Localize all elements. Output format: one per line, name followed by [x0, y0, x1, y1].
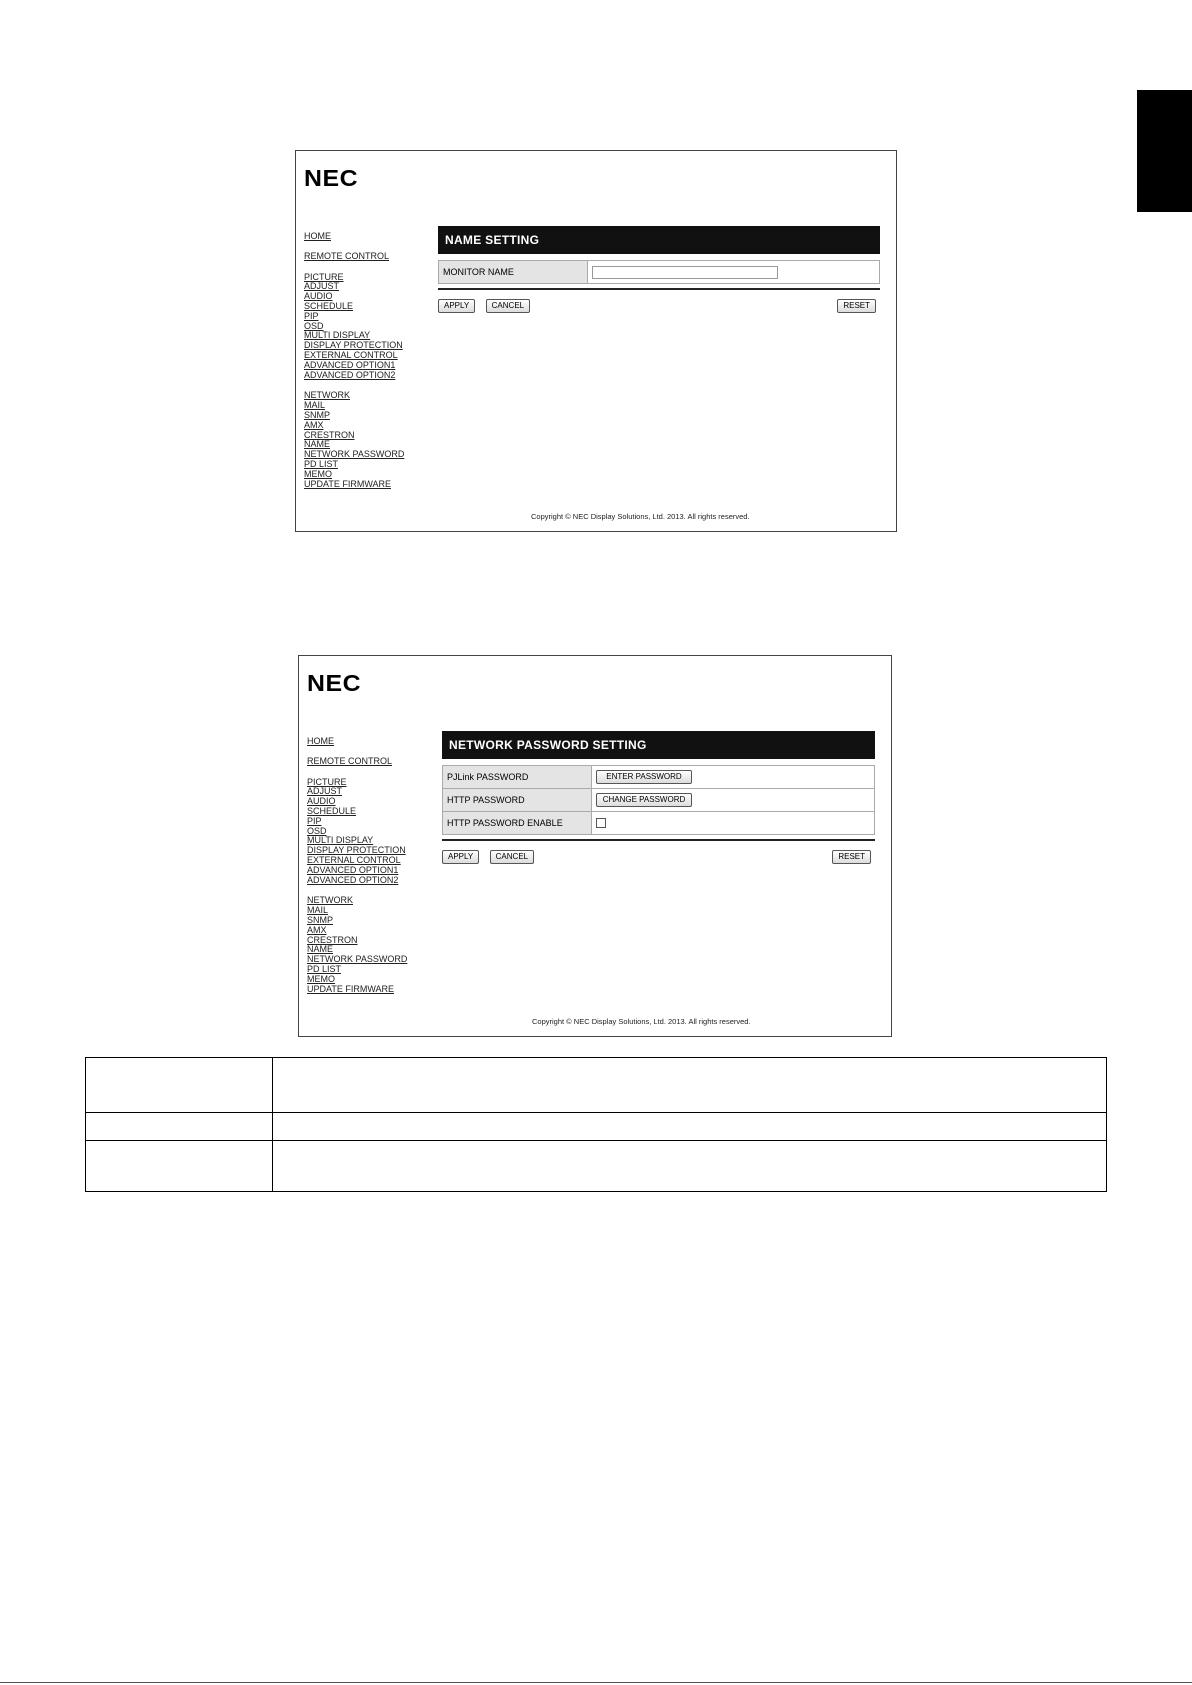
- nav-multi-display[interactable]: MULTI DISPLAY: [307, 835, 374, 846]
- nav-advanced-option1[interactable]: ADVANCED OPTION1: [304, 359, 396, 370]
- cancel-button[interactable]: CANCEL: [486, 299, 530, 313]
- divider: [442, 839, 875, 841]
- nav-osd[interactable]: OSD: [307, 825, 327, 836]
- name-setting-screenshot: [295, 150, 897, 532]
- nav-pip[interactable]: PIP: [304, 310, 319, 321]
- table-cell: [273, 1113, 1107, 1141]
- nav-crestron[interactable]: CRESTRON: [307, 934, 358, 945]
- footer-rule: [0, 1682, 1192, 1683]
- settings-table: [438, 260, 880, 284]
- nav-audio[interactable]: AUDIO: [304, 291, 333, 302]
- nav-name[interactable]: NAME: [304, 439, 331, 450]
- nav-adjust[interactable]: ADJUST: [304, 281, 340, 292]
- nav-schedule[interactable]: SCHEDULE: [304, 300, 354, 311]
- nec-logo: NEC: [307, 670, 362, 696]
- reset-button[interactable]: RESET: [837, 299, 876, 313]
- nav-mail[interactable]: MAIL: [307, 905, 329, 916]
- nav-display-protection[interactable]: DISPLAY PROTECTION: [304, 340, 403, 351]
- sidebar-nav: [307, 737, 427, 994]
- page-edge-tab: [1137, 90, 1192, 212]
- action-buttons: [442, 850, 875, 866]
- nav-name[interactable]: NAME: [307, 944, 334, 955]
- http-password-enable-cell: [592, 812, 875, 835]
- nav-network[interactable]: NETWORK: [304, 390, 350, 401]
- nav-picture[interactable]: PICTURE: [304, 271, 344, 282]
- nav-home[interactable]: HOME: [307, 736, 334, 746]
- http-password-cell: [592, 789, 875, 812]
- nav-snmp[interactable]: SNMP: [304, 409, 331, 420]
- nav-memo[interactable]: MEMO: [304, 468, 332, 479]
- table-cell: [86, 1113, 273, 1141]
- table-row: [86, 1113, 1107, 1141]
- nav-display-protection[interactable]: DISPLAY PROTECTION: [307, 845, 406, 856]
- nav-external-control[interactable]: EXTERNAL CONTROL: [304, 349, 398, 360]
- pjlink-password-cell: [592, 766, 875, 789]
- network-password-screenshot: [298, 655, 892, 1037]
- monitor-name-input[interactable]: [592, 266, 778, 279]
- action-buttons: [438, 299, 880, 315]
- nav-audio[interactable]: AUDIO: [307, 796, 336, 807]
- http-password-enable-checkbox[interactable]: [596, 818, 606, 828]
- description-table: [85, 1057, 1107, 1192]
- nav-remote-control[interactable]: REMOTE CONTROL: [304, 250, 390, 261]
- divider: [438, 288, 880, 290]
- apply-button[interactable]: APPLY: [438, 299, 475, 313]
- table-row: [439, 261, 880, 284]
- monitor-name-label: MONITOR NAME: [439, 261, 588, 284]
- nav-multi-display[interactable]: MULTI DISPLAY: [304, 330, 371, 341]
- page-title: NETWORK PASSWORD SETTING: [442, 731, 875, 759]
- monitor-name-cell: [588, 261, 880, 284]
- nav-update-firmware[interactable]: UPDATE FIRMWARE: [304, 478, 391, 489]
- copyright-text: Copyright © NEC Display Solutions, Ltd. 2013. All rights reserved.: [532, 1017, 751, 1026]
- main-panel: [438, 226, 880, 315]
- table-cell: [86, 1058, 273, 1113]
- enter-password-button[interactable]: ENTER PASSWORD: [596, 770, 692, 784]
- nav-external-control[interactable]: EXTERNAL CONTROL: [307, 854, 401, 865]
- nav-schedule[interactable]: SCHEDULE: [307, 805, 357, 816]
- main-panel: [442, 731, 875, 866]
- nav-home[interactable]: HOME: [304, 231, 331, 241]
- nav-crestron[interactable]: CRESTRON: [304, 429, 355, 440]
- nav-pip[interactable]: PIP: [307, 815, 322, 826]
- table-row: [86, 1058, 1107, 1113]
- nav-network[interactable]: NETWORK: [307, 895, 353, 906]
- table-cell: [86, 1141, 273, 1192]
- table-row: [443, 789, 875, 812]
- cancel-button[interactable]: CANCEL: [490, 850, 534, 864]
- nav-snmp[interactable]: SNMP: [307, 914, 334, 925]
- settings-table: [442, 765, 875, 835]
- sidebar-nav: [304, 232, 424, 489]
- table-cell: [273, 1141, 1107, 1192]
- http-password-label: HTTP PASSWORD: [443, 789, 592, 812]
- nav-advanced-option1[interactable]: ADVANCED OPTION1: [307, 864, 399, 875]
- change-password-button[interactable]: CHANGE PASSWORD: [596, 793, 692, 807]
- table-cell: [273, 1058, 1107, 1113]
- nav-picture[interactable]: PICTURE: [307, 776, 347, 787]
- nav-advanced-option2[interactable]: ADVANCED OPTION2: [307, 874, 399, 885]
- nav-memo[interactable]: MEMO: [307, 973, 335, 984]
- nav-adjust[interactable]: ADJUST: [307, 786, 343, 797]
- apply-button[interactable]: APPLY: [442, 850, 479, 864]
- table-row: [86, 1141, 1107, 1192]
- nav-amx[interactable]: AMX: [304, 419, 324, 430]
- http-password-enable-label: HTTP PASSWORD ENABLE: [443, 812, 592, 835]
- nav-osd[interactable]: OSD: [304, 320, 324, 331]
- nav-network-password[interactable]: NETWORK PASSWORD: [307, 954, 408, 965]
- nav-advanced-option2[interactable]: ADVANCED OPTION2: [304, 369, 396, 380]
- nav-pd-list[interactable]: PD LIST: [307, 963, 342, 974]
- reset-button[interactable]: RESET: [832, 850, 871, 864]
- nec-logo: NEC: [304, 165, 359, 191]
- nav-pd-list[interactable]: PD LIST: [304, 458, 339, 469]
- table-row: [443, 766, 875, 789]
- copyright-text: Copyright © NEC Display Solutions, Ltd. 2013. All rights reserved.: [531, 512, 750, 521]
- nav-remote-control[interactable]: REMOTE CONTROL: [307, 755, 393, 766]
- nav-network-password[interactable]: NETWORK PASSWORD: [304, 449, 405, 460]
- pjlink-password-label: PJLink PASSWORD: [443, 766, 592, 789]
- page-title: NAME SETTING: [438, 226, 880, 254]
- table-row: [443, 812, 875, 835]
- nav-update-firmware[interactable]: UPDATE FIRMWARE: [307, 983, 394, 994]
- nav-amx[interactable]: AMX: [307, 924, 327, 935]
- nav-mail[interactable]: MAIL: [304, 400, 326, 411]
